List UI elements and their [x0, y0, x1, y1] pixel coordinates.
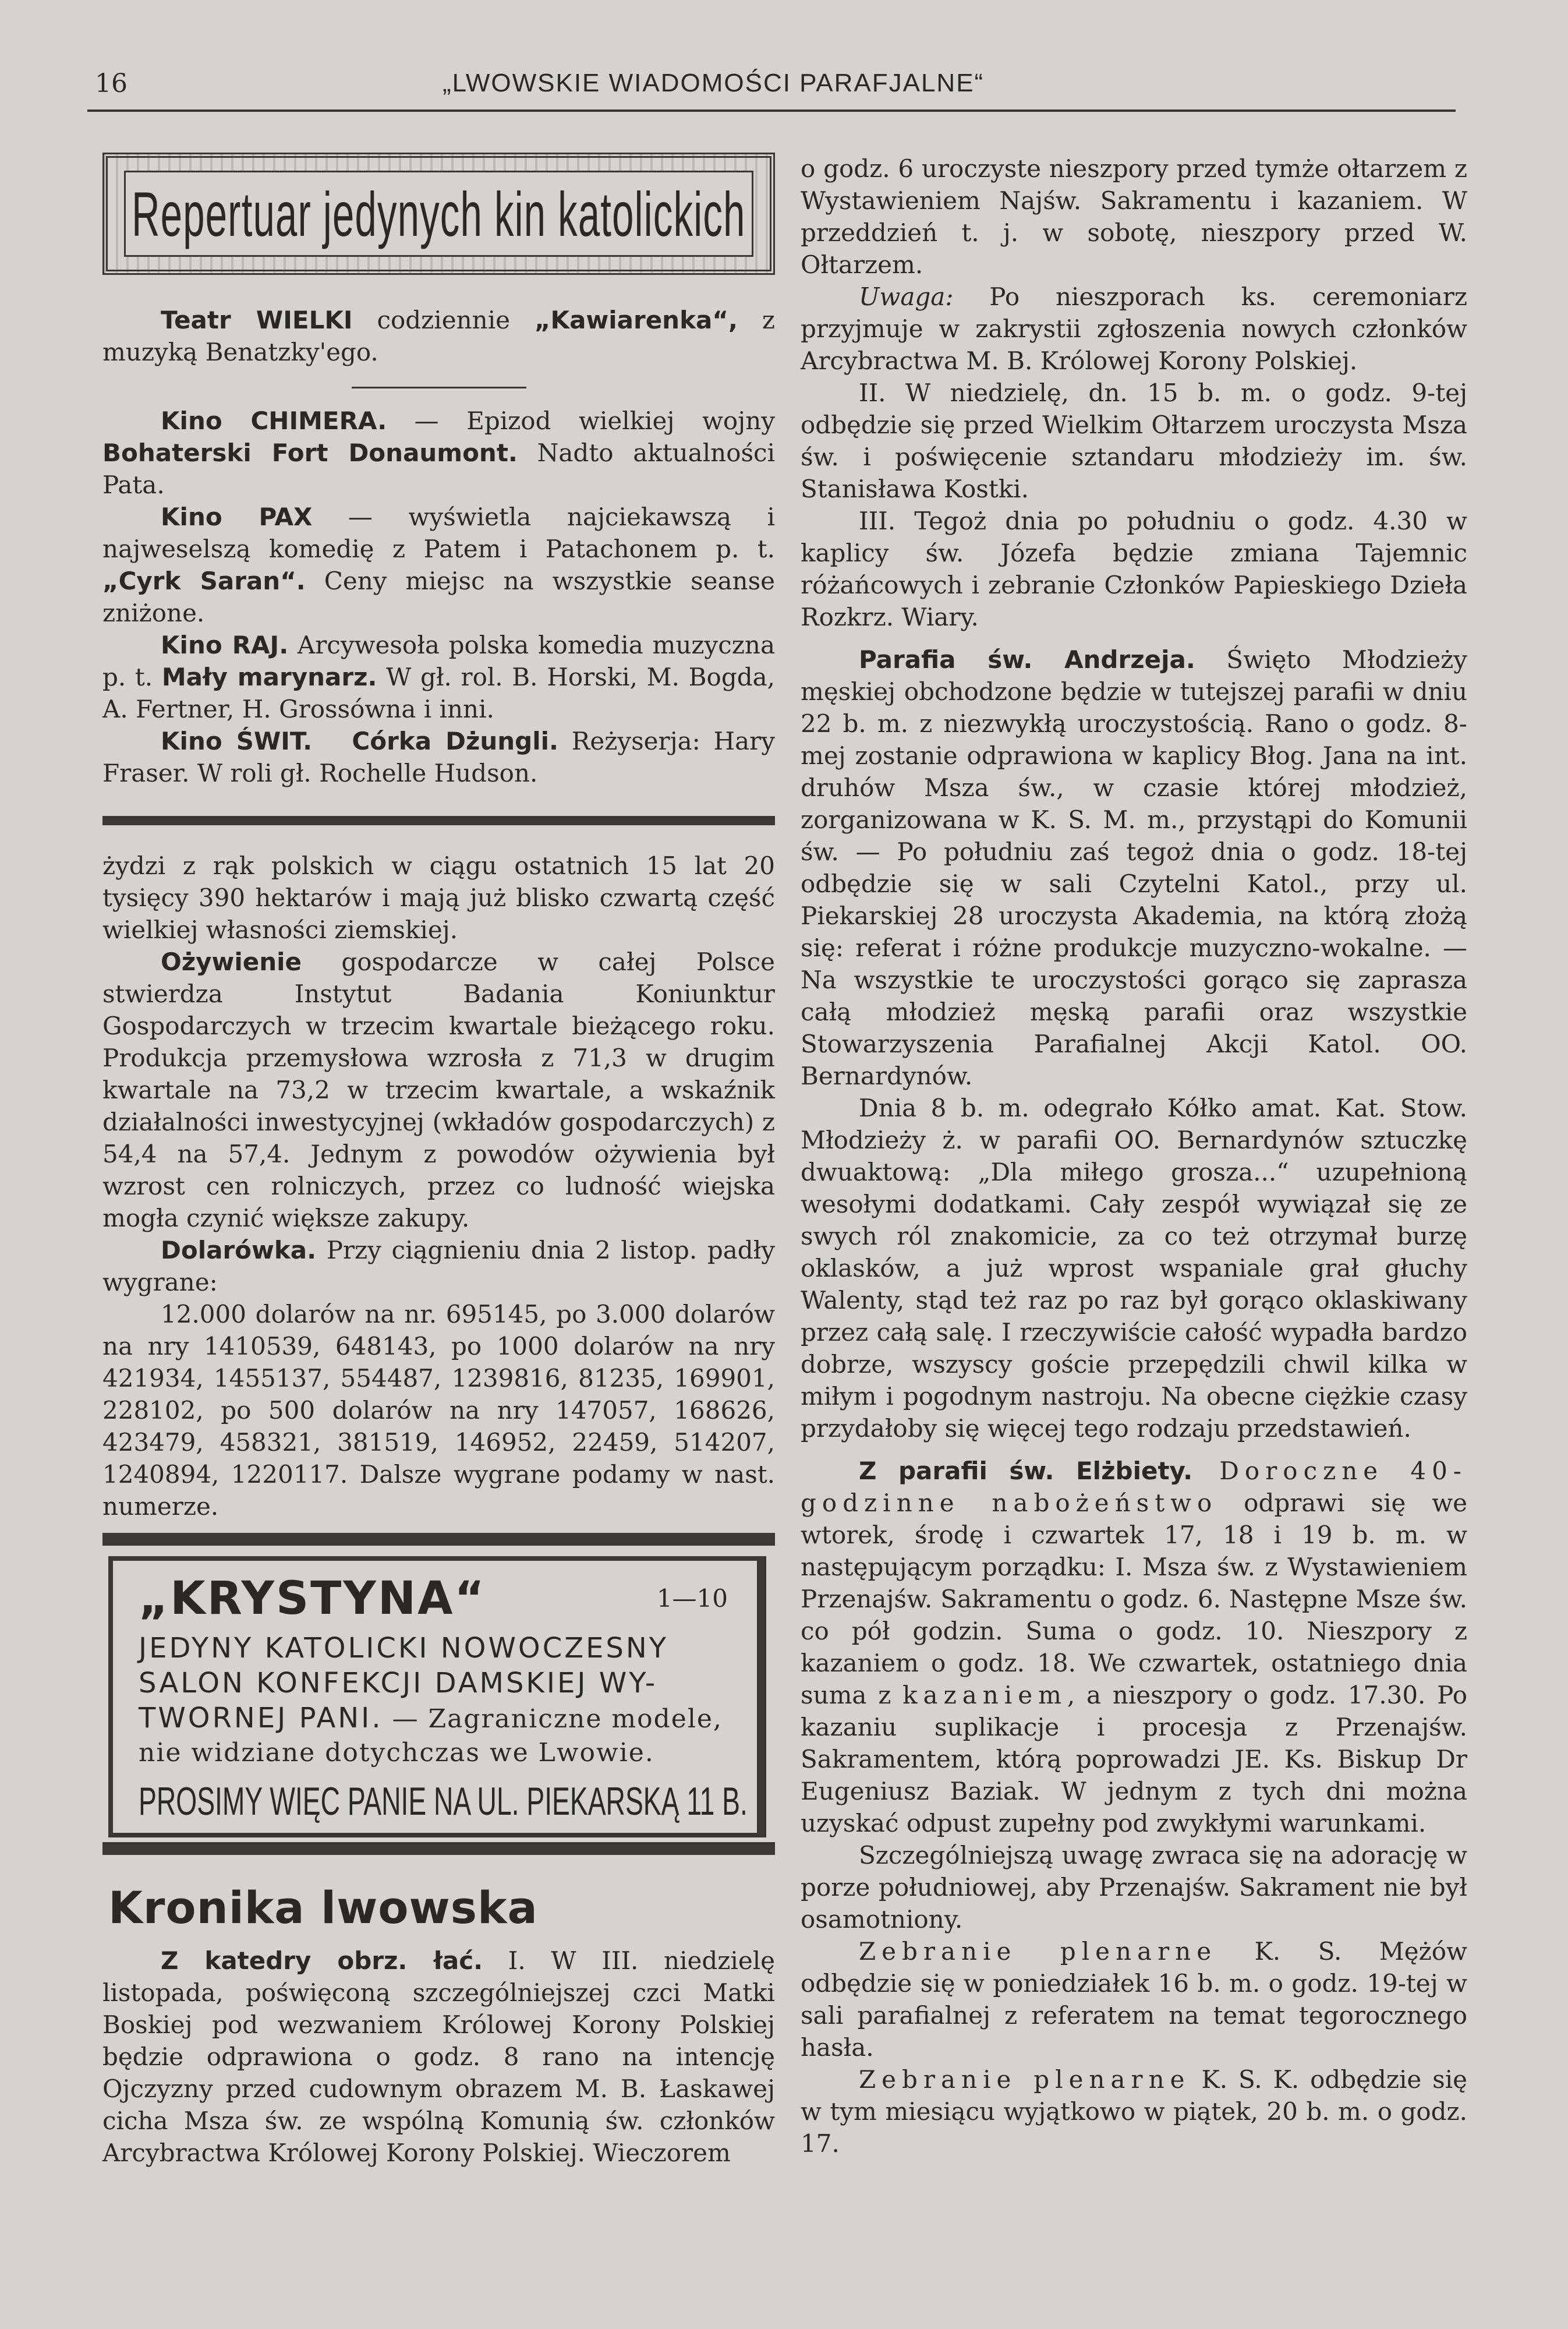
pax-film: „Cyrk Saran“.: [102, 567, 306, 595]
header-rule: [87, 109, 1456, 112]
dolarowka-lead: Dolarówka.: [161, 1236, 317, 1264]
ad-frame: [108, 1556, 766, 1837]
kronika-heading: Kronika lwowska: [108, 1882, 538, 1934]
ad-line-3-caps: TWORNEJ PANI.: [139, 1702, 383, 1734]
raj-name: Kino RAJ.: [161, 631, 289, 659]
paragraph-iii: III. Tegoż dnia po południu o godz. 4.30 w kaplicy św. Józefa będzie zmiana Tajemnic różańcowych i zebranie Członków Papieskiego Dzieła Rozkrz. Wiary.: [801, 507, 1467, 631]
elzbieta-text: odprawi się we wtorek, środę i czwartek 17, 18 i 19 b. m. w następującym porządku: I. Msza św. z Wystawieniem Przenajśw. Sakramentu o godz. 6. Następne Msze św. co pół godzin. Suma o godz. 10. Nieszpory z kazaniem o godz. 18. We czwartek, ostatniego dnia suma z: [801, 1489, 1467, 1709]
ad-line-2: SALON KONFEKCJI DAMSKIEJ WY-: [139, 1667, 658, 1699]
paragraph-ii: II. W niedzielę, dn. 15 b. m. o godz. 9-tej odbędzie się przed Wielkim Ołtarzem uroczysta Msza św. i poświęcenie sztandaru młodzieży im. św. Stanisława Kostki.: [801, 379, 1467, 503]
ad-line-3: [139, 1701, 731, 1736]
ad-line-3-rest: — Zagraniczne modele,: [383, 1704, 723, 1734]
katedra-text: I. W III. niedzielę listopada, poświęconą szczególniejszej czci Matki Boskiej pod wezwaniem Królowej Korony Polskiej będzie odprawiona o godz. 8 rano na intencję Ojczyzny przed cudownym obrazem M. B. Łaskawej cicha Msza św. ze wspólną Komunią św. członków Arcybractwa Królowej Korony Polskiej. Wieczorem: [102, 1946, 775, 2167]
swit-text: Reżyserja: Hary Fraser. W roli gł. Rochelle Hudson.: [102, 727, 775, 787]
teatr-play: „Kawiarenka“,: [534, 306, 738, 334]
kino-raj-listing: [102, 629, 775, 725]
katedra-lead: Z katedry obrz. łać.: [161, 1946, 483, 1975]
news-land-paragraph: żydzi z rąk polskich w ciągu ostatnich 15 lat 20 tysięcy 390 hektarów i mają już blisko czwartą część wielkiej własności ziemskiej.: [102, 851, 775, 944]
elzbieta-text-2: , a nieszpory o godz. 17.30. Po kazaniu suplikacje i procesja z Przenajśw. Sakramentem, którą poprowadzi JE. Ks. Biskup Dr Eugeniusz Baziak. W jednym z tych dni można uzyskać odpust zupełny pod zwykłymi warunkami.: [801, 1681, 1467, 1837]
zebranie-mezow-text: K. S. Mężów odbędzie się w poniedziałek 16 b. m. o godz. 19-tej w sali parafialnej z referatem na temat tegorocznego hasła.: [801, 1937, 1467, 2062]
dolarowka-paragraph: [102, 1234, 775, 1298]
teatr-wielki-listing: [102, 304, 775, 368]
raj-text-2: W gł. rol. B. Horski, M. Bogda, A. Fertner, H. Grossówna i inni.: [102, 663, 775, 723]
left-column: [102, 153, 775, 2169]
thick-divider: [102, 816, 775, 825]
pax-name: Kino PAX: [161, 503, 313, 531]
raj-film: Mały marynarz.: [161, 663, 377, 691]
ad-footer: PROSIMY WIĘC PANIE NA UL. PIEKARSKĄ 11 B.: [139, 1779, 748, 1823]
andrzej-lead: Parafia św. Andrzeja.: [859, 645, 1195, 674]
zebranie-mezow-spaced: Zebranie plenarne: [859, 1937, 1217, 1966]
ozywienie-lead: Ożywienie: [161, 948, 302, 976]
teatr-name: Teatr WIELKI: [161, 306, 353, 334]
page-number: 16: [95, 69, 128, 98]
zebranie-ksk-paragraph: [801, 2063, 1467, 2160]
short-divider: [352, 387, 526, 388]
running-title: „LWOWSKIE WIADOMOŚCI PARAFJALNE“: [443, 69, 985, 97]
chimera-film: Bohaterski Fort Donaumont.: [102, 439, 518, 467]
uwaga-label: Uwaga:: [859, 282, 954, 311]
kino-chimera-listing: [102, 405, 775, 501]
elzbieta-paragraph: [801, 1455, 1467, 1839]
nieszpory-paragraph: o godz. 6 uroczyste nieszpory przed tymże ołtarzem z Wystawieniem Najśw. Sakramentu i kazaniem. W przeddzień t. j. w sobotę, nieszpory przed W. Ołtarzem.: [801, 154, 1467, 279]
cinema-heading: Repertuar jedynych kin katolickich: [132, 178, 746, 249]
swit-name: Kino ŚWIT.: [161, 727, 313, 755]
ad-line-4: nie widziane dotychczas we Lwowie.: [139, 1738, 654, 1768]
pax-text: — wyświetla najciekawszą i najweselszą komedię z Patem i Patachonem p. t.: [102, 503, 775, 563]
cinema-ornamental-box: [102, 153, 775, 275]
andrzej-text: Święto Młodzieży męskiej obchodzone będzie w tutejszej parafii w dniu 22 b. m. z niezwykłą uroczystością. Rano o godz. 8-mej zostanie odprawiona w kaplicy Błog. Jana na int. druhów Msza św., w czasie której młodzież, zorganizowana w K. S. M. m., przystąpi do Komunii św. — Po południu zaś tegoż dnia o godz. 18-tej odbędzie się w sali Czytelni Katol., przy ul. Piekarskiej 28 uroczysta Akademia, na którą złożą się: referat i różne produkcje muzyczno-wokalne. — Na wszystkie te uroczystości gorąco się zaprasza całą młodzież męską parafii oraz wszystkie Stowarzyszenia Parafialnej Akcji Katol. OO. Bernardynów.: [801, 645, 1467, 1090]
krystyna-advertisement: [102, 1533, 775, 1855]
zebranie-ksk-text: K. S. K. odbędzie się w tym miesiącu wyjątkowo w piątek, 20 b. m. o godz. 17.: [801, 2065, 1467, 2158]
kolko-amat-paragraph: Dnia 8 b. m. odegrało Kółko amat. Kat. Stow. Młodzieży ż. w parafii OO. Bernardynów sztuczkę dwuaktową: „Dla miłego grosza...“ uzupełnioną wesołymi dodatkami. Cały zespół wywiązał się ze swych ról znakomicie, za co też otrzymał burzę oklasków, a już wprost wspaniale grał głuchy Walenty, stąd też raz po raz był gorąco oklaskiwany przez całą salę. I rzeczywiście całość wypadła bardzo dobrze, wszyscy goście przepędzili chwil kilka w miłym i pogodnym nastroju. Na obecne ciężkie czasy przydałoby się więcej tego rodzaju przedstawień.: [801, 1094, 1467, 1443]
ozywienie-text: gospodarcze w całej Polsce stwierdza Instytut Badania Koniunktur Gospodarczych w trzecim kwartale bieżącego roku. Produkcja przemysłowa wzrosła z 71,3 w drugim kwartale na 73,2 w trzecim kwartale, a wskaźnik działalności inwestycyjnej (wkładów gospodarczych) z 54,4 na 57,4. Jednym z powodów ożywienia był wzrost cen rolniczych, przez co ludność wiejska mogła czynić większe zakupy.: [102, 948, 775, 1232]
winnings-paragraph: 12.000 dolarów na nr. 695145, po 3.000 dolarów na nry 1410539, 648143, po 1000 dolarów na nry 421934, 1455137, 554487, 1239816, 81235, 169901, 228102, po 500 dolarów na nry 147057, 168626, 423479, 458321, 381519, 146952, 22459, 514207, 1240894, 1220117. Dalsze wygrane podamy w nast. numerze.: [102, 1300, 775, 1521]
ozywienie-paragraph: [102, 946, 775, 1234]
dolarowka-text: Przy ciągnieniu dnia 2 listop. padły wygrane:: [102, 1236, 775, 1296]
zebranie-ksk-spaced: Zebranie plenarne: [859, 2065, 1191, 2094]
kino-swit-listing: [102, 725, 775, 789]
pax-text-2: Ceny miejsc na wszystkie seanse zniżone.: [102, 567, 775, 627]
katedra-paragraph: [102, 1945, 775, 2169]
cinema-heading-frame: [124, 171, 753, 257]
teatr-text-2: z muzyką Benatzky'ego.: [102, 306, 776, 366]
kino-pax-listing: [102, 501, 775, 629]
ad-number: 1—10: [656, 1584, 728, 1613]
elzbieta-spaced-2: kazaniem: [902, 1681, 1067, 1709]
uwaga-text: Po nieszporach ks. ceremoniarz przyjmuje w zakrystii zgłoszenia nowych członków Arcybractwa M. B. Królowej Korony Polskiej.: [801, 282, 1467, 375]
elzbieta-spaced: Doroczne 40-godzinne nabożeństwo: [801, 1457, 1467, 1517]
adoracja-paragraph: Szczególniejszą uwagę zwraca się na adorację w porze południowej, aby Przenajśw. Sakrament nie był osamotniony.: [801, 1841, 1467, 1934]
andrzej-paragraph: [801, 644, 1467, 1092]
right-column: [801, 153, 1467, 2160]
teatr-text: codziennie: [352, 306, 535, 334]
chimera-text: — Epizod wielkiej wojny: [387, 407, 775, 435]
raj-text: Arcywesoła polska komedia muzyczna p. t.: [102, 631, 776, 691]
ad-shop-name: „KRYSTYNA“: [139, 1572, 486, 1625]
zebranie-mezow-paragraph: [801, 1935, 1467, 2063]
chimera-text-2: Nadto aktualności Pata.: [102, 439, 775, 499]
swit-film: Córka Dżungli.: [352, 727, 558, 755]
elzbieta-lead: Z parafii św. Elżbiety.: [859, 1457, 1193, 1485]
chimera-name: Kino CHIMERA.: [161, 407, 387, 435]
ad-line-1: JEDYNY KATOLICKI NOWOCZESNY: [139, 1632, 669, 1664]
uwaga-paragraph: [801, 281, 1467, 377]
ad-bottom-rule: [102, 1842, 775, 1855]
